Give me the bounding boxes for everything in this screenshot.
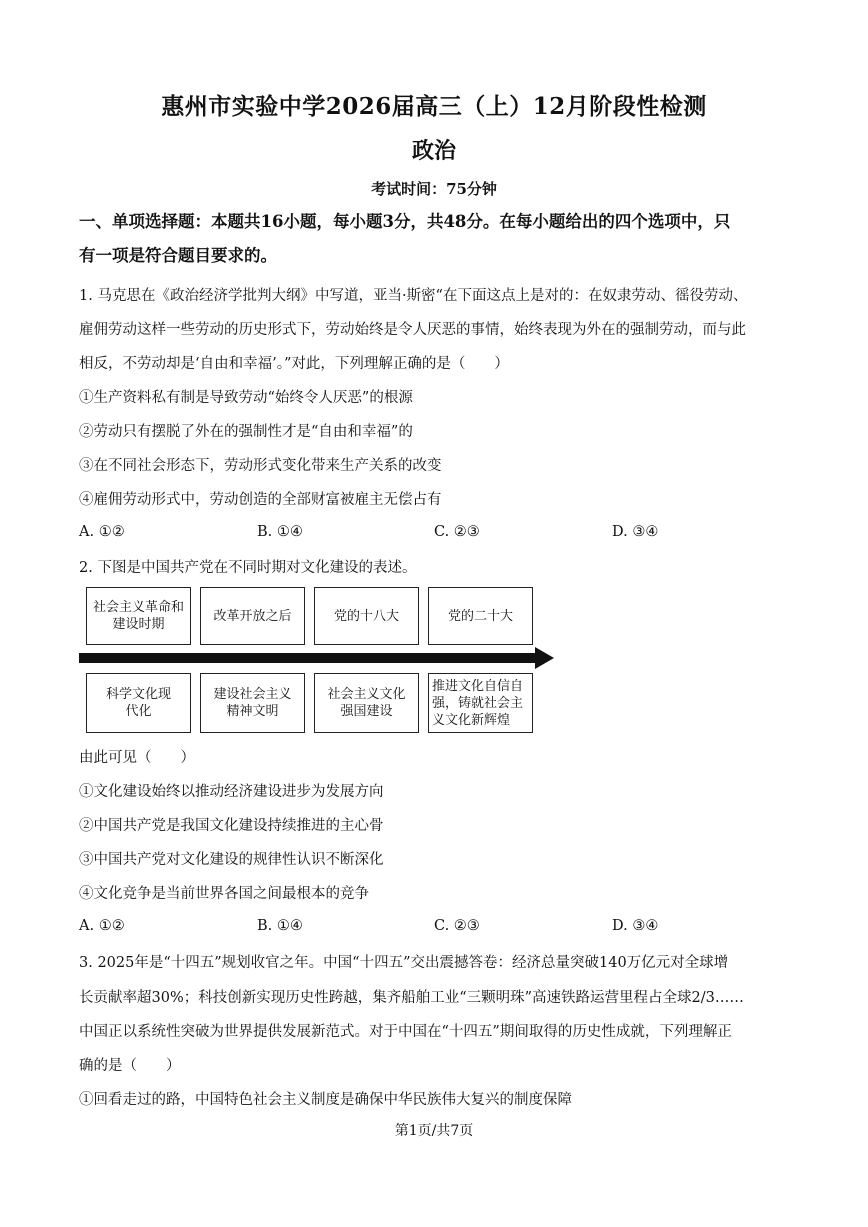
q2-options — [79, 918, 719, 938]
q3-stem-line-2: 长贡献率超30%；科技创新实现历史性跨越，集齐船舶工业“三颗明珠”高速铁路运营里程占全球2/3…… — [79, 990, 744, 1006]
q2-item-2: ②中国共产党是我国文化建设持续推进的主心骨 — [79, 818, 384, 834]
q1-stem-line-2: 雇佣劳动这样一些劳动的历史形式下，劳动始终是令人厌恶的事情，始终表现为外在的强制劳动，而与此 — [79, 322, 746, 338]
timeline-arrow-shaft — [79, 653, 537, 663]
subject-title: 政治 — [411, 138, 456, 164]
exam-time: 考试时间：75分钟 — [371, 180, 497, 198]
q1-option-a[interactable]: A. ①② — [79, 524, 125, 540]
q2-option-a[interactable]: A. ①② — [79, 918, 125, 934]
q1-item-4: ④雇佣劳动形式中，劳动创造的全部财富被雇主无偿占有 — [79, 492, 442, 508]
q3-stem-line-3: 中国正以系统性突破为世界提供发展新范式。对于中国在“十四五”期间取得的历史性成就，下列理解正 — [79, 1024, 732, 1040]
q1-item-2: ②劳动只有摆脱了外在的强制性才是“自由和幸福”的 — [79, 424, 413, 440]
q1-option-c[interactable]: C. ②③ — [434, 524, 480, 540]
period-box-3: 党的十八大 — [314, 587, 419, 645]
section-heading-line-1: 一、单项选择题：本题共16小题，每小题3分，共48分。在每小题给出的四个选项中，只 — [79, 212, 731, 231]
section-heading-line-2: 有一项是符合题目要求的。 — [79, 246, 277, 265]
q2-option-c[interactable]: C. ②③ — [434, 918, 480, 934]
q3-stem-line-1: 3. 2025年是“十四五”规划收官之年。中国“十四五”交出震撼答卷：经济总量突破140万亿元对全球增 — [79, 955, 729, 971]
q2-item-1: ①文化建设始终以推动经济建设进步为发展方向 — [79, 784, 384, 800]
q1-item-1: ①生产资料私有制是导致劳动“始终令人厌恶”的根源 — [79, 390, 413, 406]
page-footer: 第1页/共7页 — [394, 1123, 474, 1139]
q1-option-d[interactable]: D. ③④ — [612, 524, 659, 540]
q2-option-b[interactable]: B. ①④ — [257, 918, 303, 934]
period-box-4: 党的二十大 — [428, 587, 533, 645]
q3-stem-line-4: 确的是（ ） — [79, 1058, 181, 1074]
period-box-1: 社会主义革命和建设时期 — [86, 587, 191, 645]
expression-box-4: 推进文化自信自强，铸就社会主义文化新辉煌 — [428, 673, 533, 733]
q1-option-b[interactable]: B. ①④ — [257, 524, 303, 540]
q3-item-1: ①回看走过的路，中国特色社会主义制度是确保中华民族伟大复兴的制度保障 — [79, 1092, 572, 1108]
expression-box-1: 科学文化现代化 — [86, 673, 191, 733]
q1-stem-line-3: 相反，不劳动却是‘自由和幸福’。”对此，下列理解正确的是（ ） — [79, 356, 509, 372]
q2-item-4: ④文化竞争是当前世界各国之间最根本的竞争 — [79, 886, 369, 902]
q1-item-3: ③在不同社会形态下，劳动形式变化带来生产关系的改变 — [79, 458, 442, 474]
q1-stem-line-1: 1. 马克思在《政治经济学批判大纲》中写道，亚当·斯密“在下面这点上是对的：在奴隶劳动、徭役劳动、 — [79, 288, 748, 304]
q2-stem: 2. 下图是中国共产党在不同时期对文化建设的表述。 — [79, 560, 417, 576]
q2-option-d[interactable]: D. ③④ — [612, 918, 659, 934]
exam-title: 惠州市实验中学2026届高三（上）12月阶段性检测 — [161, 93, 707, 120]
q1-options — [79, 524, 719, 544]
q2-item-3: ③中国共产党对文化建设的规律性认识不断深化 — [79, 852, 384, 868]
expression-box-2: 建设社会主义精神文明 — [200, 673, 305, 733]
timeline-arrow-head-icon — [535, 647, 554, 669]
period-box-2: 改革开放之后 — [200, 587, 305, 645]
expression-box-3: 社会主义文化强国建设 — [314, 673, 419, 733]
q2-lead: 由此可见（ ） — [79, 750, 195, 766]
